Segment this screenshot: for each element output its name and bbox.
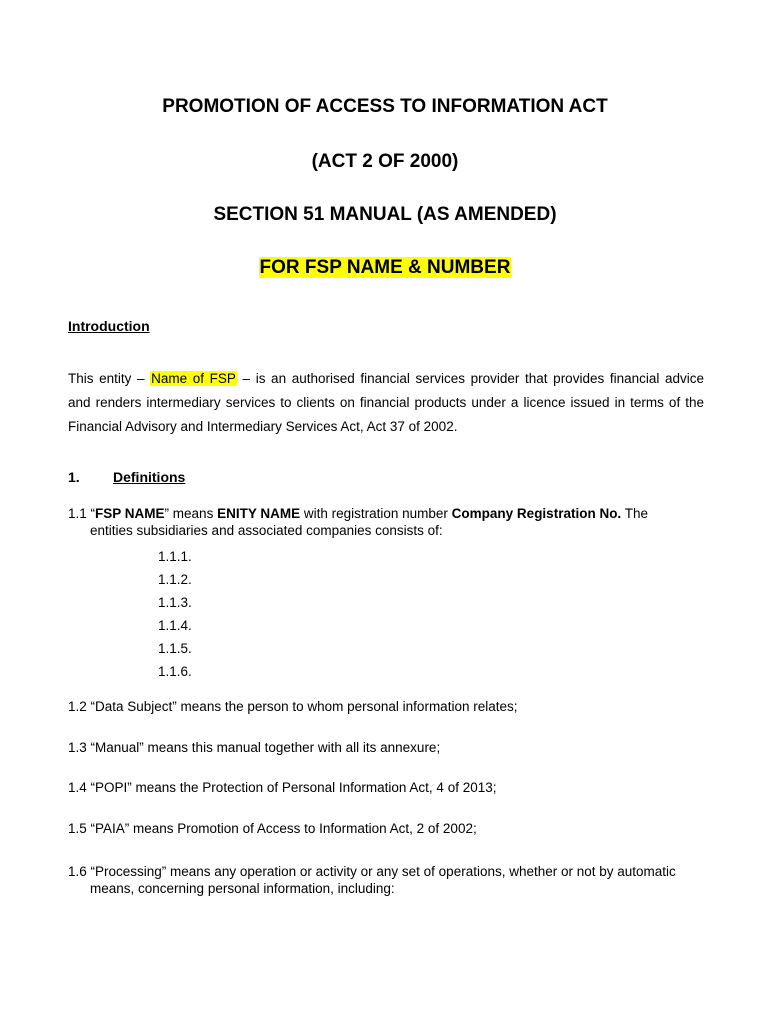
definition-text: The (621, 506, 648, 521)
introduction-paragraph (68, 367, 704, 439)
manual-title: SECTION 51 MANUAL (AS AMENDED) (213, 204, 557, 225)
intro-line-3: Financial Advisory and Intermediary Services Act, Act 37 of 2002. (68, 419, 458, 434)
subsidiaries-list (158, 545, 192, 683)
intro-line-1 (68, 367, 704, 391)
definition-1-5: 1.5 “PAIA” means Promotion of Access to Information Act, 2 of 2002; (68, 821, 477, 836)
intro-text: This entity – (68, 371, 151, 386)
section-number: 1. (68, 469, 80, 485)
fsp-title (0, 256, 770, 280)
definition-text: with registration number (300, 506, 452, 521)
entity-name: ENITY NAME (217, 506, 301, 521)
list-item: 1.1.4. (158, 618, 192, 633)
intro-line-2: and renders intermediary services to clients on financial products under a licence issued in terms of the (68, 395, 704, 410)
definition-1-6 (68, 863, 708, 897)
list-item: 1.1.5. (158, 641, 192, 656)
list-item: 1.1.6. (158, 664, 192, 679)
definition-1-1 (68, 505, 708, 539)
registration-number: Company Registration No. (451, 506, 622, 521)
definitions-heading (68, 468, 185, 486)
definition-text: 1.6 “Processing” means any operation or activity or any set of operations, whether or not by automatic (68, 864, 676, 879)
definition-continuation: means, concerning personal information, including: (90, 881, 395, 896)
fsp-name-placeholder: Name of FSP (151, 371, 236, 386)
intro-text: – is an authorised financial services provider that provides financial advice (236, 371, 705, 386)
list-item: 1.1.3. (158, 595, 192, 610)
list-item: 1.1.2. (158, 572, 192, 587)
definition-text: ” means (164, 506, 218, 521)
definition-1-3: 1.3 “Manual” means this manual together with all its annexure; (68, 740, 441, 755)
quote: “ (90, 506, 96, 521)
definition-number: 1.1 (68, 506, 91, 521)
introduction-heading: Introduction (68, 318, 150, 334)
act-number: (ACT 2 OF 2000) (311, 151, 459, 172)
section-label: Definitions (113, 469, 186, 485)
list-item: 1.1.1. (158, 549, 192, 564)
definition-continuation: entities subsidiaries and associated companies consists of: (90, 523, 443, 538)
definition-1-4: 1.4 “POPI” means the Protection of Personal Information Act, 4 of 2013; (68, 780, 497, 795)
definition-1-2: 1.2 “Data Subject” means the person to whom personal information relates; (68, 699, 518, 714)
fsp-title-highlight: FOR FSP NAME & NUMBER (259, 257, 511, 278)
defined-term: FSP NAME (95, 506, 165, 521)
document-title: PROMOTION OF ACCESS TO INFORMATION ACT (162, 96, 608, 117)
